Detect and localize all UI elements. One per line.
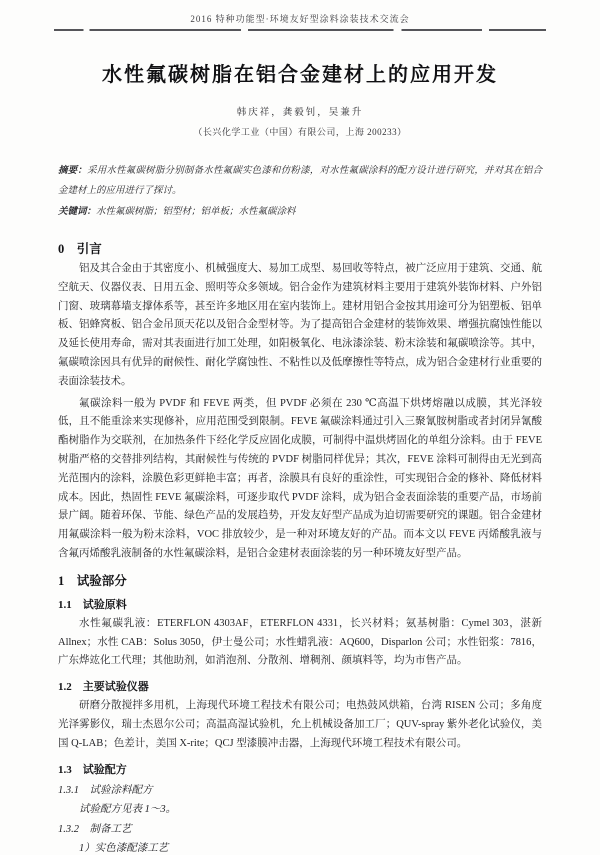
paper-title: 水性氟碳树脂在铝合金建材上的应用开发 [102,64,498,86]
intro-paragraph-2: 氟碳涂料一般为 PVDF 和 FEVE 两类，但 PVDF 必须在 230 ℃高温下烘烤熔融以成膜，其光泽较低，且不能重涂来实现修补，应用范围受到限制。FEVE 氟碳涂料通过引入三聚氰胺树脂或者封闭异氰酸酯树脂作为交联剂，在加热条件下经化学反应固化成膜，可制得中温烘烤固化的单组分涂料。由于 FEVE 树脂严格的交替排列结构，其耐候性与传统的 PVDF 树脂同样优异；其次，FEVE 涂料可制得由无光到高光范围内的涂料，涂膜色彩更鲜艳丰富；再者，涂膜具有良好的重涂性，可实现铝合金的修补、降低材料成本。因此，热固性 FEVE 氟碳涂料，可逐步取代 PVDF 涂料，成为铝合金表面涂装的重要产品，市场前景广阔。随着环保、节能、绿色产品的发展趋势，开发友好型产品成为迫切需要研究的课题。铝合金建材用氟碳涂料一般为粉末涂料，VOC 排放较少，是一种对环境友好的产品。而本文以 FEVE 丙烯酸乳液与含氟丙烯酸乳液制备的水性氟碳涂料，是铝合金建材表面涂装的另一种环境友好型产品。 [58,397,542,559]
subsubsection-heading-preparation-process: 1.3.2 制备工艺 [58,823,132,835]
instruments-paragraph: 研磨分散搅拌多用机，上海现代环境工程技术有限公司；电热鼓风烘箱，台湾 RISEN 公司；多角度光泽雾影仪，瑞士杰恩尔公司；高温高湿试验机，允上机械设备加工厂；QUV-spray 紫外老化试验仪，美国 Q-LAB；色差计，美国 X-rite；QCJ 型漆膜冲击器，上海现代环境工程技术有限公司。 [58,700,542,749]
paper-content [0,58,600,855]
subsection-heading-materials: 1.1 试验原料 [58,598,127,611]
keywords-block [58,202,542,222]
section-heading-experiment: 1 试验部分 [58,573,127,588]
header-divider [54,29,546,31]
formula-reference-line: 试验配方见表 1～3。 [79,803,177,815]
section-heading-introduction: 0 引言 [58,242,102,256]
abstract-text: 采用水性氟碳树脂分别制备水性氟碳实色漆和仿粉漆，对水性氟碳涂料的配方设计进行研究，并对其在铝合金建材上的应用进行了探讨。 [58,166,542,196]
keywords-text: 水性氟碳树脂；铝型材；铝单板；水性氟碳涂料 [96,207,296,217]
subsubsection-heading-coating-formula: 1.3.1 试验涂料配方 [58,784,153,796]
conference-header: 2016 特种功能型·环境友好型涂料涂装技术交流会 [190,14,410,24]
keywords-label: 关键词： [58,207,97,217]
materials-paragraph: 水性氟碳乳液：ETERFLON 4303AF，ETERFLON 4331，长兴材料；氨基树脂：Cymel 303，湛新 Allnex；水性 CAB：Solus 3050，伊士曼公司；水性蜡乳液：AQ600，Disparlon 公司；水性铝浆：7816，广东烨竑化工代理；其他助剂，如消泡剂、分散剂、增稠剂、颜填料等，均为市售产品。 [58,617,542,667]
affiliation-line: （长兴化学工业（中国）有限公司，上海 200233） [193,127,407,137]
abstract-label: 摘要： [58,166,88,176]
subsection-heading-instruments: 1.2 主要试验仪器 [58,681,149,694]
abstract-block [58,161,542,201]
intro-paragraph-1: 铝及其合金由于其密度小、机械强度大、易加工成型、易回收等特点，被广泛应用于建筑、交通、航空航天、仪器仪表、日用五金、照明等众多领域。铝合金作为建筑材料主要用于建筑外装饰材料、户外铝门窗、玻璃幕墙支撑体系等，甚至许多地区用在室内装饰上。建材用铝合金按其用途可分为铝塑板、铝单板、铝蜂窝板、铝合金吊顶天花以及铝合金型材等。为了提高铝合金建材的装饰效果、增强抗腐蚀性能以及延长使用寿命，需对其表面进行加工处理，如阳极氧化、电泳漆涂装、粉末涂装和氟碳喷涂等。其中，氟碳喷涂因具有优异的耐候性、耐化学腐蚀性、不粘性以及低摩擦性等特点，成为铝合金建材行业重要的表面涂装技术。 [58,263,542,387]
solid-color-paint-process-line: 1）实色漆配漆工艺 [79,842,169,854]
authors-line: 韩庆祥，龚毅钊，吴兼升 [236,108,364,118]
subsection-heading-formula: 1.3 试验配方 [58,763,127,776]
